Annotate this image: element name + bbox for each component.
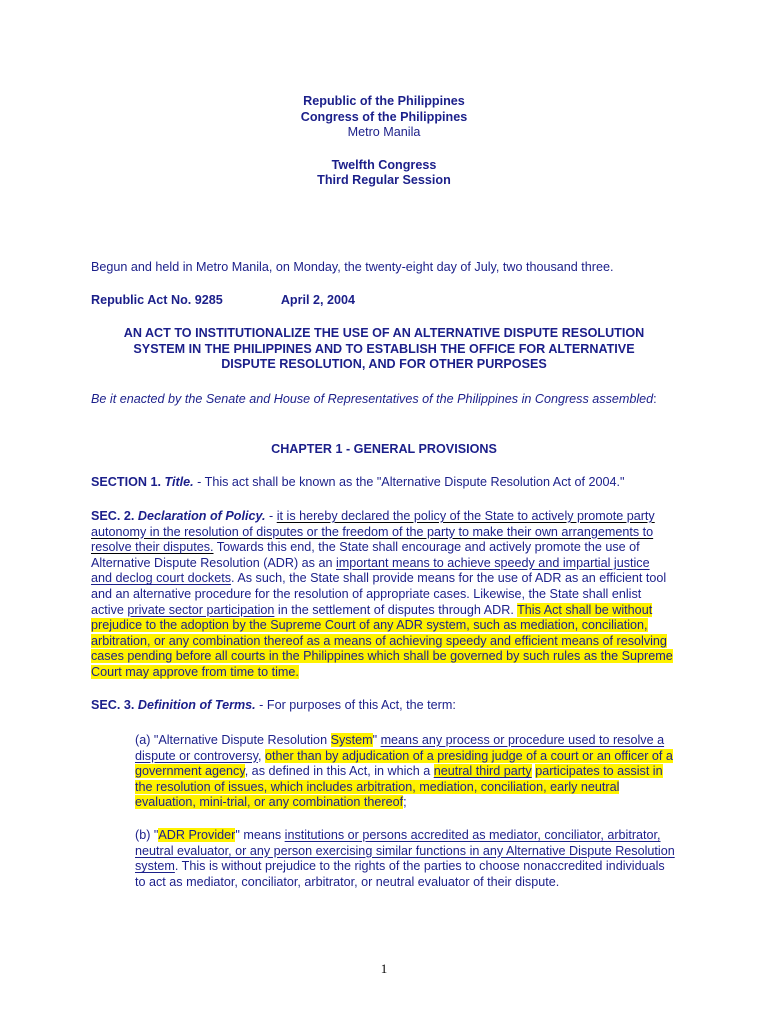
def-b-institutions-underlined: institutions or persons accredited as mediator, conciliator, arbitrator, neutral evaluator, or any person exercising similar functions in any Alternative Dispute Resolution system bbox=[135, 828, 675, 874]
header-location: Metro Manila bbox=[347, 125, 421, 140]
private-sector-underlined: private sector participation bbox=[127, 602, 275, 617]
def-a-system-highlight: System bbox=[330, 733, 373, 747]
def-a-means-underlined: means any process or procedure used to resolve a dispute or controversy bbox=[135, 733, 665, 763]
enacting-colon: : bbox=[653, 392, 657, 406]
def-a-participates-highlight: participates to assist in the resolution of issues, which includes arbitration, mediation, conciliation, early neutral evaluation, mini-trial, or any combination thereof bbox=[135, 764, 663, 810]
supreme-court-highlight: This Act shall be without prejudice to the adoption by the Supreme Court of any ADR system, such as mediation, conciliation, arbitration, or any combination thereof as a means of achieving speedy and efficient means of resolving cases pending before all courts in the Philippines which shall be governed by such rules as the Supreme Court may approve from time to time. bbox=[91, 602, 673, 679]
def-a-text-3: " bbox=[372, 733, 381, 747]
enacting-clause bbox=[91, 392, 673, 408]
def-b-text-5: . This is without prejudice to the rights of the parties to choose nonaccredited individuals to act as mediator, conciliator, arbitrator, or neutral evaluator of their dispute. bbox=[135, 859, 665, 889]
act-title-line-1: AN ACT TO INSTITUTIONALIZE THE USE OF AN ALTERNATIVE DISPUTE RESOLUTION bbox=[123, 326, 645, 340]
header-session: Third Regular Session bbox=[317, 173, 451, 188]
section-3 bbox=[91, 698, 673, 714]
speedy-justice-underlined: important means to achieve speedy and impartial justice and declog court dockets bbox=[91, 555, 650, 586]
section-2-label: SEC. 2. bbox=[91, 509, 135, 523]
section-1-label: SECTION 1. bbox=[91, 475, 161, 489]
section-1 bbox=[91, 475, 673, 491]
definition-a bbox=[135, 733, 675, 811]
policy-statement-underlined: it is hereby declared the policy of the State to actively promote party autonomy in the resolution of disputes or the freedom of the party to make their own arrangements to resolve their disputes. bbox=[91, 509, 655, 555]
republic-act-date: April 2, 2004 bbox=[280, 293, 356, 307]
def-b-text-3: " means bbox=[235, 828, 285, 842]
act-title-line-2: SYSTEM IN THE PHILIPPINES AND TO ESTABLISH THE OFFICE FOR ALTERNATIVE bbox=[133, 341, 635, 356]
def-b-text-1: (b) " bbox=[135, 828, 159, 842]
policy-text-4: . As such, the State shall provide means for the use of ADR as an efficient tool and an alternative procedure for the resolution of appropriate cases. Likewise, the State shall enlist active bbox=[91, 571, 667, 617]
republic-act-line bbox=[91, 293, 673, 309]
section-3-text: - For purposes of this Act, the term: bbox=[255, 698, 456, 712]
policy-text-2: Towards this end, the State shall encourage and actively promote the use of Alternative Dispute Resolution (ADR) as an bbox=[91, 540, 640, 570]
def-a-neutral-third-party: neutral third party bbox=[433, 764, 532, 779]
section-3-title: Definition of Terms. bbox=[137, 698, 256, 712]
chapter-heading bbox=[0, 442, 768, 458]
begun-statement: Begun and held in Metro Manila, on Monday, the twenty-eight day of July, two thousand three. bbox=[91, 260, 614, 274]
header-congress-number: Twelfth Congress bbox=[331, 157, 437, 172]
section-1-text: - This act shall be known as the "Alternative Dispute Resolution Act of 2004." bbox=[193, 475, 625, 489]
section-1-title: Title. bbox=[164, 475, 194, 489]
header-congress: Congress of the Philippines bbox=[300, 109, 468, 124]
document-header bbox=[0, 94, 768, 189]
page-number: 1 bbox=[380, 961, 388, 976]
def-a-adjudication-highlight: other than by adjudication of a presiding judge of a court or an officer of a government agency bbox=[135, 748, 673, 779]
def-a-text-11: ; bbox=[403, 795, 407, 810]
header-republic: Republic of the Philippines bbox=[303, 94, 465, 108]
def-a-text-7: , as defined in this Act, in which a bbox=[244, 764, 434, 779]
policy-text-6: in the settlement of disputes through ADR. bbox=[274, 602, 518, 617]
act-title bbox=[0, 326, 768, 373]
section-3-label: SEC. 3. bbox=[91, 698, 135, 712]
def-a-text-1: (a) "Alternative Dispute Resolution bbox=[135, 733, 331, 747]
def-b-adr-provider-highlight: ADR Provider bbox=[158, 828, 236, 842]
enacting-text: Be it enacted by the Senate and House of Representatives of the Philippines in Congress assembled bbox=[91, 392, 654, 406]
section-2-title: Declaration of Policy. bbox=[137, 509, 266, 523]
section-2-dash: - bbox=[265, 509, 277, 523]
act-title-line-3: DISPUTE RESOLUTION, AND FOR OTHER PURPOSES bbox=[221, 357, 547, 372]
def-a-text-5: , bbox=[257, 748, 265, 763]
definition-b bbox=[135, 828, 675, 890]
republic-act-number: Republic Act No. 9285 bbox=[91, 293, 223, 307]
chapter-title: CHAPTER 1 - GENERAL PROVISIONS bbox=[271, 442, 497, 456]
section-2 bbox=[91, 509, 673, 681]
